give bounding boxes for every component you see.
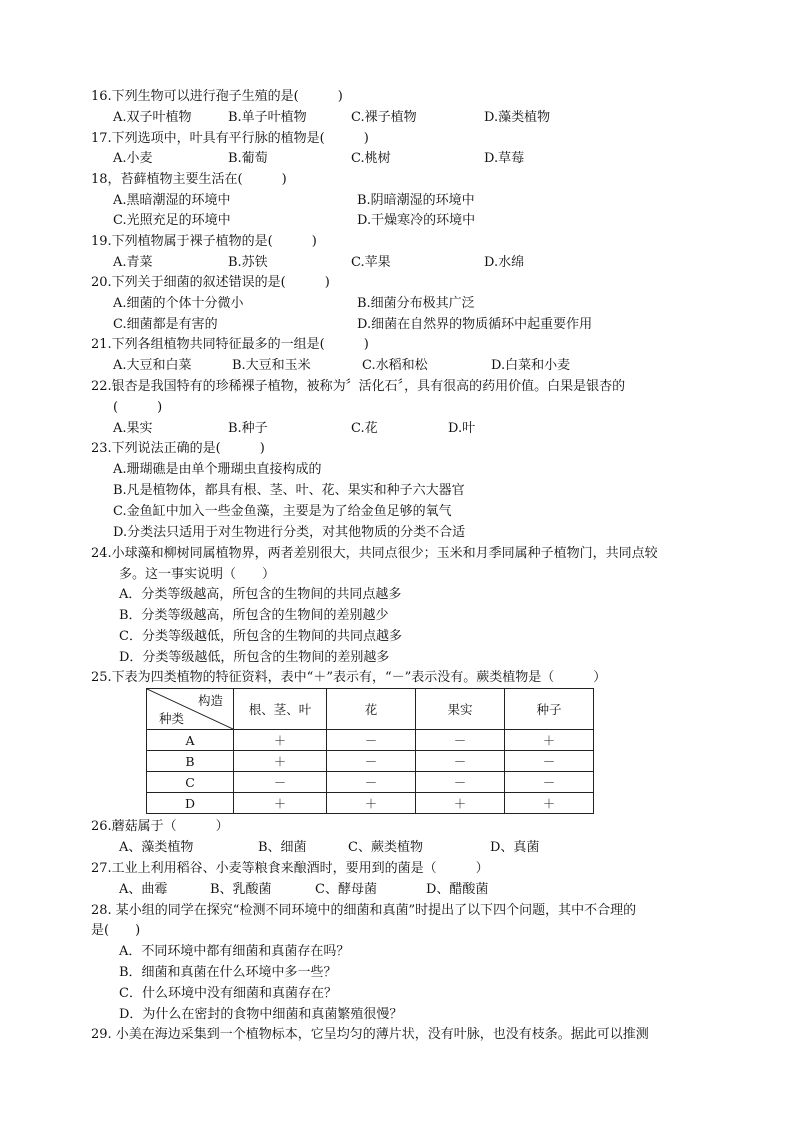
table-header: 根、茎、叶: [234, 689, 327, 730]
q28-option-d: D．为什么在密封的食物中细菌和真菌繁殖很慢？: [119, 1007, 403, 1022]
table-cell: ＋: [505, 793, 594, 814]
question-22-bracket: ( ): [113, 400, 163, 415]
table-cell: －: [234, 772, 327, 793]
question-26: 26.蘑菇属于（ ）: [91, 819, 229, 834]
q27-option-c: C、酵母菌: [315, 882, 377, 897]
q26-option-c: C、蕨类植物: [348, 840, 423, 855]
table-row: [147, 751, 594, 772]
q16-option-b: B.单子叶植物: [228, 110, 307, 125]
corner-label-structure: 构造: [197, 693, 223, 708]
table-row: [147, 730, 594, 751]
question-20: 20.下列关于细菌的叙述错误的是( ): [91, 275, 330, 290]
table-header-row: [147, 689, 594, 730]
q23-option-b: B.凡是植物体，都具有根、茎、叶、花、果实和种子六大器官: [113, 483, 465, 498]
q21-option-b: B.大豆和玉米: [232, 358, 311, 373]
q27-option-b: B、乳酸菌: [210, 882, 272, 897]
q18-option-b: B.阴暗潮湿的环境中: [357, 193, 475, 208]
q17-option-b: B.葡萄: [228, 151, 268, 166]
question-21: 21.下列各组植物共同特征最多的一组是( ): [91, 337, 369, 352]
q19-option-b: B.苏铁: [228, 255, 268, 270]
corner-label-type: 种类: [159, 711, 185, 726]
q28-option-b: B．细菌和真菌在什么环境中多一些？: [119, 965, 337, 980]
q16-option-d: D.藻类植物: [484, 110, 551, 125]
q16-option-a: A.双子叶植物: [113, 110, 192, 125]
q19-option-d: D.水绵: [484, 255, 525, 270]
question-29: 29. 小美在海边采集到一个植物标本，它呈均匀的薄片状，没有叶脉，也没有枝条。据此可以推测: [91, 1027, 649, 1042]
q16-option-c: C.裸子植物: [351, 110, 417, 125]
question-24-cont: 多。这一事实说明（ ）: [119, 567, 276, 582]
q19-option-c: C.苹果: [351, 255, 391, 270]
table-cell: ＋: [234, 730, 327, 751]
table-cell: ＋: [327, 793, 416, 814]
q26-option-b: B、细菌: [258, 840, 307, 855]
plant-feature-table: [146, 688, 594, 814]
q20-option-b: B.细菌分布极其广泛: [357, 296, 475, 311]
question-27: 27.工业上利用稻谷、小麦等粮食来酿酒时，要用到的菌是（ ）: [91, 861, 489, 876]
q26-option-a: A、藻类植物: [119, 840, 194, 855]
table-cell: －: [416, 730, 505, 751]
question-28: 28. 某小组的同学在探究“检测不同环境中的细菌和真菌”时提出了以下四个问题，其中不合理的: [91, 903, 637, 918]
question-25: 25.下表为四类植物的特征资料，表中“＋”表示有，“－”表示没有。蕨类植物是（ ）: [91, 670, 607, 685]
q17-option-c: C.桃树: [351, 151, 391, 166]
q24-option-a: A．分类等级越高，所包含的生物间的共同点越多: [119, 587, 402, 602]
question-16: 16.下列生物可以进行孢子生殖的是( ): [91, 89, 343, 104]
table-cell: －: [416, 772, 505, 793]
q18-option-c: C.光照充足的环境中: [113, 213, 231, 228]
question-23: 23.下列说法正确的是( ): [91, 441, 265, 456]
q21-option-a: A.大豆和白菜: [113, 358, 192, 373]
table-cell: ＋: [234, 751, 327, 772]
row-label: D: [147, 793, 234, 814]
q22-option-c: C.花: [351, 421, 378, 436]
table-cell: －: [327, 772, 416, 793]
q17-option-d: D.草莓: [484, 151, 525, 166]
table-cell: －: [327, 730, 416, 751]
q27-option-a: A、曲霉: [119, 882, 168, 897]
q17-option-a: A.小麦: [113, 151, 153, 166]
q24-option-c: C．分类等级越低，所包含的生物间的共同点越多: [119, 629, 402, 644]
table-header: 果实: [416, 689, 505, 730]
table-cell: ＋: [416, 793, 505, 814]
question-17: 17.下列选项中，叶具有平行脉的植物是( ): [91, 131, 369, 146]
q20-option-d: D.细菌在自然界的物质循环中起重要作用: [357, 317, 593, 332]
q23-option-d: D.分类法只适用于对生物进行分类，对其他物质的分类不合适: [113, 525, 466, 540]
q26-option-d: D、真菌: [490, 840, 540, 855]
question-24: 24.小球藻和柳树同属植物界，两者差别很大，共同点很少；玉米和月季同属种子植物门，共同点较: [91, 546, 658, 561]
q22-option-b: B.种子: [228, 421, 268, 436]
table-header: 种子: [505, 689, 594, 730]
table-cell: －: [327, 751, 416, 772]
q22-option-d: D.叶: [448, 421, 476, 436]
row-label: B: [147, 751, 234, 772]
q22-option-a: A.果实: [113, 421, 153, 436]
q20-option-c: C.细菌都是有害的: [113, 317, 218, 332]
q21-option-d: D.白菜和小麦: [491, 358, 571, 373]
q18-option-d: D.干燥寒冷的环境中: [357, 213, 476, 228]
table-cell: －: [416, 751, 505, 772]
q28-option-c: C．什么环境中没有细菌和真菌存在？: [119, 986, 337, 1001]
q20-option-a: A.细菌的个体十分微小: [113, 296, 244, 311]
question-19: 19.下列植物属于裸子植物的是( ): [91, 234, 317, 249]
table-row: [147, 793, 594, 814]
table-cell: ＋: [505, 730, 594, 751]
q23-option-a: A.珊瑚礁是由单个珊瑚虫直接构成的: [113, 462, 322, 477]
q28-option-a: A．不同环境中都有细菌和真菌存在吗？: [119, 944, 350, 959]
table-cell: －: [505, 772, 594, 793]
q21-option-c: C.水稻和松: [362, 358, 428, 373]
table-cell: －: [505, 751, 594, 772]
q27-option-d: D、醋酸菌: [426, 882, 489, 897]
question-28-cont: 是( ): [91, 923, 141, 938]
question-22: 22.银杏是我国特有的珍稀裸子植物，被称为〞活化石〞，具有很高的药用价值。白果是银杏的: [91, 379, 626, 394]
table-corner-cell: [147, 689, 234, 730]
q24-option-b: B．分类等级越高，所包含的生物间的差别越少: [119, 608, 389, 623]
row-label: A: [147, 730, 234, 751]
q18-option-a: A.黑暗潮湿的环境中: [113, 193, 231, 208]
q24-option-d: D．分类等级越低，所包含的生物间的差别越多: [119, 650, 390, 665]
row-label: C: [147, 772, 234, 793]
table-row: [147, 772, 594, 793]
q19-option-a: A.青菜: [113, 255, 153, 270]
question-18: 18，苔藓植物主要生活在( ): [91, 172, 287, 187]
table-cell: ＋: [234, 793, 327, 814]
q23-option-c: C.金鱼缸中加入一些金鱼藻，主要是为了给金鱼足够的氧气: [113, 504, 452, 519]
table-header: 花: [327, 689, 416, 730]
